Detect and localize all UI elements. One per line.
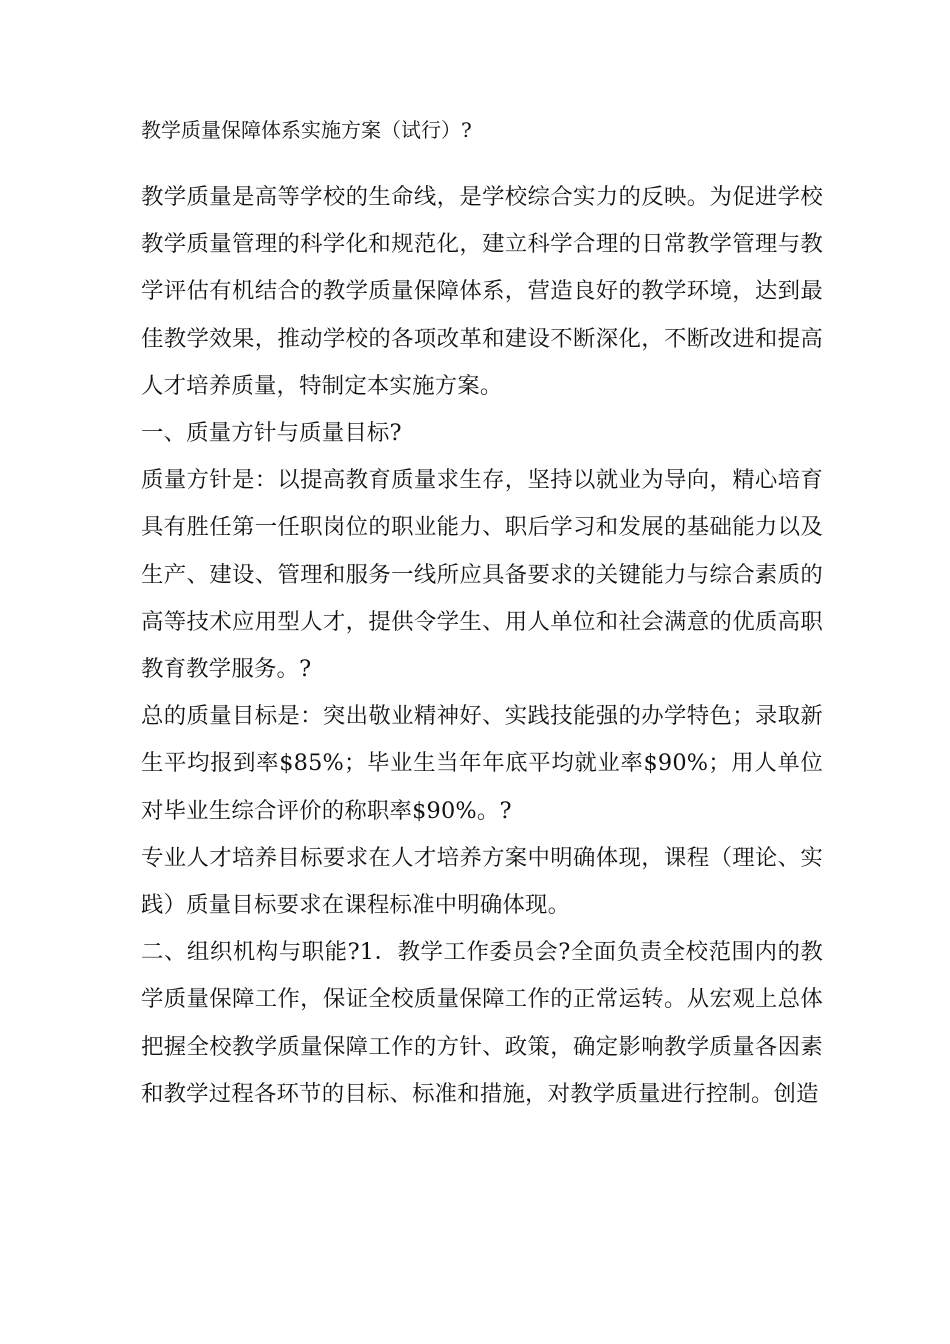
paragraph-intro: 教学质量是高等学校的生命线，是学校综合实力的反映。为促进学校教学质量管理的科学化和规范化，建立科学合理的日常教学管理与教学评估有机结合的教学质量保障体系，营造良好的教学环境，达到最佳教学效果，推动学校的各项改革和建设不断深化，不断改进和提高人才培养质量，特制定本实施方案。 — [141, 184, 823, 399]
paragraph-quality-policy: 质量方针是：以提高教育质量求生存，坚持以就业为导向，精心培育具有胜任第一任职岗位的职业能力、职后学习和发展的基础能力以及生产、建设、管理和服务一线所应具备要求的关键能力与综合素质的高等技术应用型人才，提供令学生、用人单位和社会满意的优质高职教育教学服务。? — [141, 467, 823, 683]
paragraph-training-goals: 专业人才培养目标要求在人才培养方案中明确体现，课程（理论、实践）质量目标要求在课程标准中明确体现。 — [141, 844, 823, 919]
document-title: 教学质量保障体系实施方案（试行）? — [141, 118, 472, 142]
paragraph-quality-goals: 总的质量目标是：突出敬业精神好、实践技能强的办学特色；录取新生平均报到率$85%；毕业生当年年底平均就业率$90%；用人单位对毕业生综合评价的称职率$90%。? — [141, 703, 823, 824]
section-heading-quality-policy: 一、质量方针与质量目标? — [141, 420, 402, 447]
document-body — [141, 108, 823, 1118]
paragraph-organization: 二、组织机构与职能?1．教学工作委员会?全面负责全校范围内的教学质量保障工作，保证全校质量保障工作的正常运转。从宏观上总体把握全校教学质量保障工作的方针、政策，确定影响教学质量各因素和教学过程各环节的目标、标准和措施，对教学质量进行控制。创造 — [141, 939, 823, 1107]
